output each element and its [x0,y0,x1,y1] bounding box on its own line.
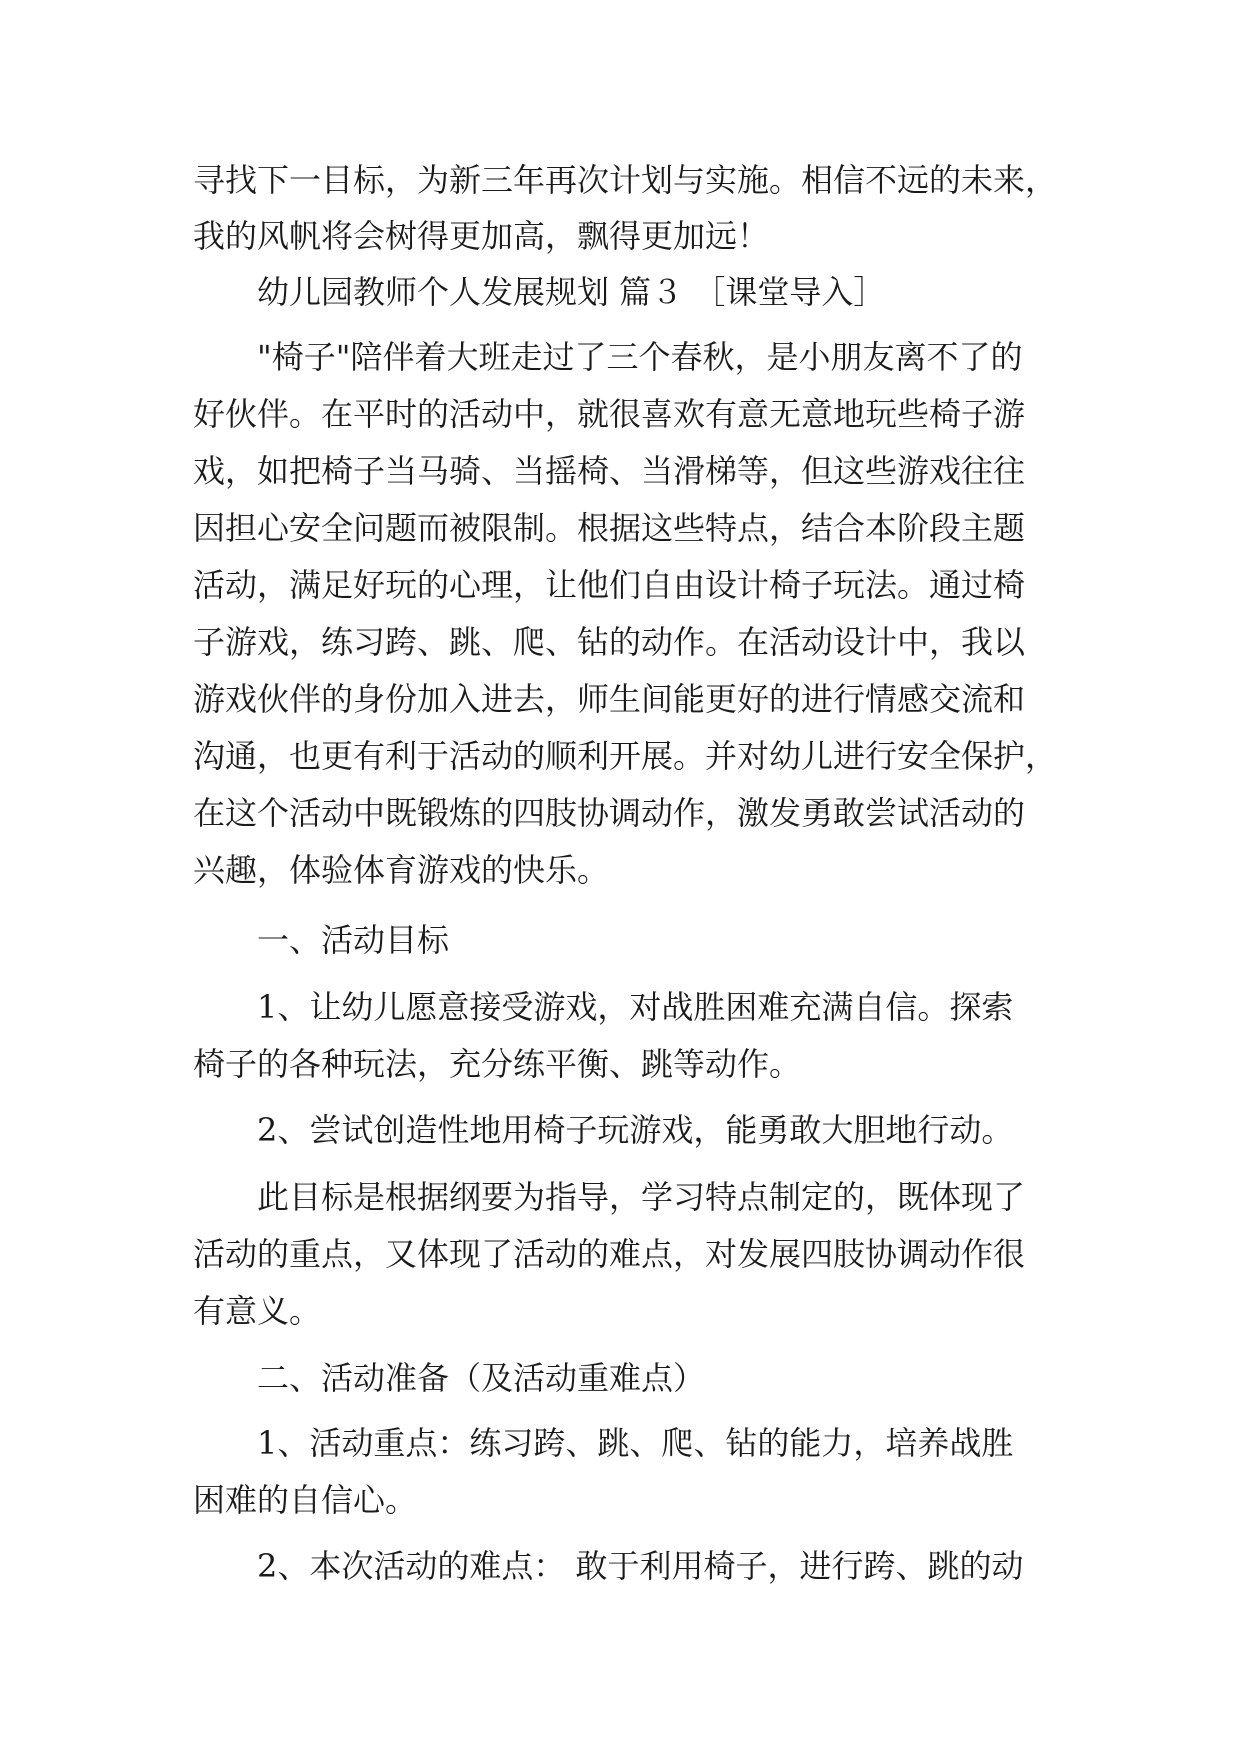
text-line: 活动，满足好玩的心理，让他们自由设计椅子玩法。通过椅 [193,566,1026,604]
text-line: 1、活动重点：练习跨、跳、爬、钻的能力，培养战胜 [257,1424,1014,1462]
text-line: 兴趣，体验体育游戏的快乐。 [193,851,610,889]
text-line: 困难的自信心。 [193,1481,418,1519]
text-line: 寻找下一目标，为新三年再次计划与实施。相信不远的未来， [193,161,1058,199]
text-line: "椅子"陪伴着大班走过了三个春秋，是小朋友离不了的 [257,338,1023,376]
text-line: 此目标是根据纲要为指导，学习特点制定的，既体现了 [257,1178,1026,1216]
text-line: 有意义。 [193,1292,322,1330]
text-line: 游戏伙伴的身份加入进去，师生间能更好的进行情感交流和 [193,680,1026,718]
text-line: 椅子的各种玩法，充分练平衡、跳等动作。 [193,1045,802,1083]
section-heading: 二、活动准备（及活动重难点） [257,1359,706,1397]
text-line: 2、本次活动的难点： 敢于利用椅子，进行跨、跳的动 [257,1547,1024,1585]
text-line: 活动的重点，又体现了活动的难点，对发展四肢协调动作很 [193,1235,1026,1273]
text-line: 2、尝试创造性地用椅子玩游戏，能勇敢大胆地行动。 [257,1111,1014,1149]
text-line: 好伙伴。在平时的活动中，就很喜欢有意无意地玩些椅子游 [193,395,1026,433]
text-line: 子游戏，练习跨、跳、爬、钻的动作。在活动设计中，我以 [193,623,1026,661]
text-line: 戏，如把椅子当马骑、当摇椅、当滑梯等，但这些游戏往往 [193,452,1026,490]
section-heading: 幼儿园教师个人发展规划 篇３ ［课堂导入］ [257,273,886,311]
text-line: 我的风帆将会树得更加高，飘得更加远！ [193,217,770,255]
section-heading: 一、活动目标 [257,921,450,959]
text-line: 1、让幼儿愿意接受游戏，对战胜困难充满自信。探索 [257,988,1014,1026]
text-line: 沟通，也更有利于活动的顺利开展。并对幼儿进行安全保护， [193,737,1058,775]
text-line: 在这个活动中既锻炼的四肢协调动作，激发勇敢尝试活动的 [193,794,1026,832]
text-line: 因担心安全问题而被限制。根据这些特点，结合本阶段主题 [193,509,1026,547]
